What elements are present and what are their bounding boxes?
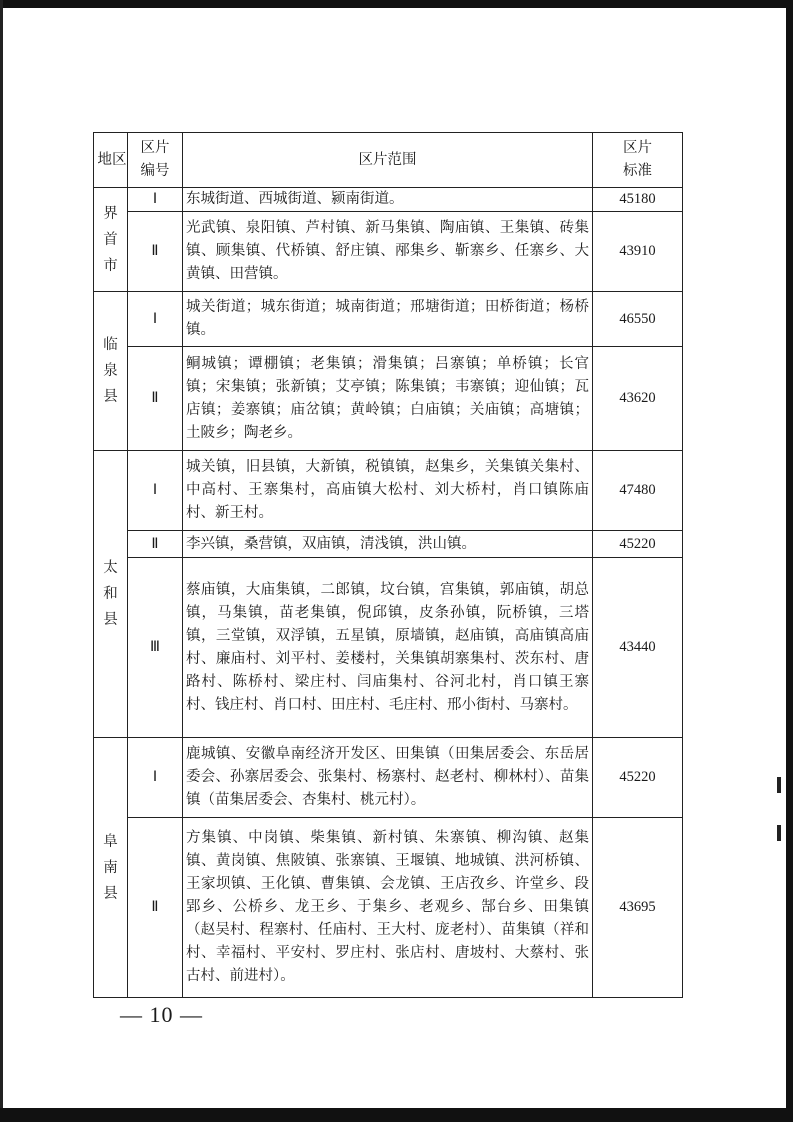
- zone-range-cell: 城关街道；城东街道；城南街道；邢塘街道；田桥街道；杨桥镇。: [183, 292, 593, 347]
- binding-mark: [777, 825, 781, 841]
- zone-range-cell: 李兴镇，桑营镇，双庙镇，清浅镇，洪山镇。: [183, 531, 593, 558]
- table-row: [94, 292, 683, 347]
- region-cell: 太和县: [94, 451, 128, 738]
- zone-number-cell: Ⅱ: [128, 212, 183, 292]
- zone-standard-cell: 43695: [593, 818, 683, 998]
- table-row: [94, 531, 683, 558]
- zone-number-cell: Ⅱ: [128, 818, 183, 998]
- zone-number-cell: Ⅱ: [128, 347, 183, 451]
- zone-number-cell: Ⅲ: [128, 558, 183, 738]
- zone-standard-cell: 43910: [593, 212, 683, 292]
- land-compensation-table: [93, 132, 683, 998]
- zone-standard-cell: 45220: [593, 531, 683, 558]
- table-row: [94, 212, 683, 292]
- table-row: [94, 818, 683, 998]
- zone-range-cell: 鹿城镇、安徽阜南经济开发区、田集镇（田集居委会、东岳居委会、孙寨居委会、张集村、杨寨村、赵老村、柳林村）、苗集镇（苗集居委会、杏集村、桃元村）。: [183, 738, 593, 818]
- zone-number-cell: Ⅰ: [128, 451, 183, 531]
- header-zone-number: 区片编号: [128, 133, 183, 188]
- zone-range-cell: 城关镇，旧县镇，大新镇，税镇镇，赵集乡，关集镇关集村、中高村、王寨集村，高庙镇大松村、刘大桥村，肖口镇陈庙村、新王村。: [183, 451, 593, 531]
- binding-mark: [777, 777, 781, 793]
- header-zone-standard: 区片标准: [593, 133, 683, 188]
- zone-range-cell: 东城街道、西城街道、颍南街道。: [183, 188, 593, 212]
- zone-number-cell: Ⅰ: [128, 738, 183, 818]
- zone-range-cell: 蔡庙镇，大庙集镇，二郎镇，坟台镇，宫集镇，郭庙镇，胡总镇，马集镇，苗老集镇，倪邱镇，皮条孙镇，阮桥镇，三塔镇，三堂镇，双浮镇，五星镇，原墙镇，赵庙镇，高庙镇高庙村、廉庙村、刘平村、姜楼村，关集镇胡寨集村、茨东村、唐路村、陈桥村、梁庄村、闫庙集村、谷河北村，肖口镇王寨村、钱庄村、肖口村、田庄村、毛庄村、邢小街村、马寨村。: [183, 558, 593, 738]
- region-cell: 阜南县: [94, 738, 128, 998]
- zone-range-cell: 光武镇、泉阳镇、芦村镇、新马集镇、陶庙镇、王集镇、砖集镇、顾集镇、代桥镇、舒庄镇、邴集乡、靳寨乡、任寨乡、大黄镇、田营镇。: [183, 212, 593, 292]
- zone-range-cell: 鲖城镇；谭棚镇；老集镇；滑集镇；吕寨镇；单桥镇；长官镇；宋集镇；张新镇；艾亭镇；陈集镇；韦寨镇；迎仙镇；瓦店镇；姜寨镇；庙岔镇；黄岭镇；白庙镇；关庙镇；高塘镇；土陂乡；陶老乡。: [183, 347, 593, 451]
- zone-standard-cell: 47480: [593, 451, 683, 531]
- table-row: [94, 188, 683, 212]
- region-cell: 界首市: [94, 188, 128, 292]
- header-zone-range: 区片范围: [183, 133, 593, 188]
- page-number: — 10 —: [120, 1002, 203, 1027]
- zone-number-cell: Ⅰ: [128, 188, 183, 212]
- zone-standard-cell: 45180: [593, 188, 683, 212]
- table-header-row: [94, 133, 683, 188]
- table-row: [94, 558, 683, 738]
- table-row: [94, 738, 683, 818]
- zone-standard-cell: 43440: [593, 558, 683, 738]
- scan-border-bottom: [0, 1108, 793, 1122]
- scan-border-right: [786, 0, 793, 1122]
- zone-standard-cell: 45220: [593, 738, 683, 818]
- header-region: 地区: [94, 133, 128, 188]
- zone-standard-cell: 43620: [593, 347, 683, 451]
- table-row: [94, 347, 683, 451]
- scan-border-top: [0, 0, 793, 8]
- zone-standard-cell: 46550: [593, 292, 683, 347]
- scan-border-left: [0, 0, 3, 1122]
- region-cell: 临泉县: [94, 292, 128, 451]
- zone-range-cell: 方集镇、中岗镇、柴集镇、新村镇、朱寨镇、柳沟镇、赵集镇、黄岗镇、焦陂镇、张寨镇、王堰镇、地城镇、洪河桥镇、王家坝镇、王化镇、曹集镇、会龙镇、王店孜乡、许堂乡、段郢乡、公桥乡、龙王乡、于集乡、老观乡、郜台乡、田集镇（赵吴村、程寨村、任庙村、王大村、庞老村）、苗集镇（祥和村、幸福村、平安村、罗庄村、张店村、唐坡村、大蔡村、张古村、前进村）。: [183, 818, 593, 998]
- table-row: [94, 451, 683, 531]
- zone-number-cell: Ⅰ: [128, 292, 183, 347]
- zone-number-cell: Ⅱ: [128, 531, 183, 558]
